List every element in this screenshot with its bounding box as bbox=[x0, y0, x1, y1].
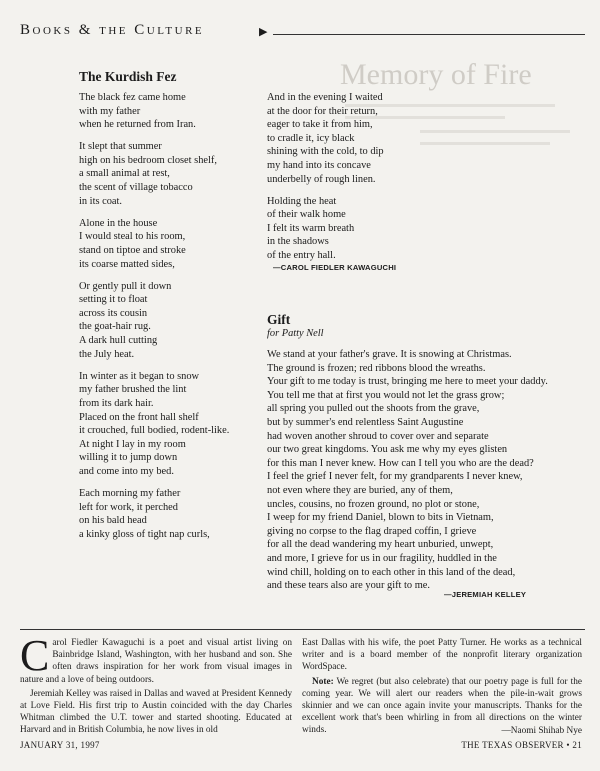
poem-line: I felt its warm breath bbox=[267, 222, 355, 234]
note-label: Note: bbox=[312, 676, 334, 687]
bio-divider bbox=[20, 629, 585, 630]
stanza bbox=[79, 217, 186, 271]
section-title: Books & the Culture bbox=[20, 22, 205, 38]
ghost-title: Memory of Fire bbox=[340, 58, 532, 91]
poem-line: had woven another shroud to cover over and separate bbox=[267, 430, 489, 442]
poem-line: willing it to jump down bbox=[79, 452, 178, 464]
stanza bbox=[79, 280, 171, 362]
stanza bbox=[79, 370, 229, 479]
poem-line: a small animal at rest, bbox=[79, 168, 170, 180]
section-header bbox=[20, 22, 585, 44]
poem-line: and more, I grieve for us in our fragility, huddled in the bbox=[267, 552, 497, 564]
poem-line: of their walk home bbox=[267, 209, 346, 221]
poem-line: Each morning my father bbox=[79, 488, 181, 500]
stanza bbox=[79, 487, 210, 541]
poem-line: It slept that summer bbox=[79, 141, 162, 153]
author-signature-kawaguchi: —CAROL FIEDLER KAWAGUCHI bbox=[273, 263, 397, 272]
poem-line: but by summer's end relentless Saint Augustine bbox=[267, 416, 464, 428]
ghost-line bbox=[420, 130, 570, 133]
stanza bbox=[267, 195, 354, 263]
poem-title-gift: Gift bbox=[267, 312, 291, 327]
poem-line: eager to take it from him, bbox=[267, 119, 373, 131]
poem-line: not even where they are buried, any of them, bbox=[267, 484, 453, 496]
poem-line: The black fez came home bbox=[79, 92, 186, 103]
poem-line: its coarse matted sides, bbox=[79, 258, 175, 270]
footer-publication: THE TEXAS OBSERVER • 21 bbox=[461, 740, 582, 750]
poem-line: Alone in the house bbox=[79, 217, 158, 229]
poem-line: the goat-hair rug. bbox=[79, 321, 151, 333]
poem-line: in the shadows bbox=[267, 236, 329, 248]
poem-title-kurdish-fez: The Kurdish Fez bbox=[79, 69, 177, 84]
poem-line: it crouched, full bodied, rodent-like. bbox=[79, 425, 230, 437]
footer-date: JANUARY 31, 1997 bbox=[20, 740, 100, 750]
header-rule bbox=[273, 34, 585, 35]
bio-kelley: Jeremiah Kelley was raised in Dallas and waved at President Kennedy at Love Field. His first trip to Austin coincided with the day Charles Whitman climbed the U.T. tower and started shooting. Educated at Harvard and in British Columbia, he now lives in old bbox=[20, 688, 292, 736]
poem-line: all spring you pulled out the shoots from the grave, bbox=[267, 403, 480, 415]
poem-line: when he returned from Iran. bbox=[79, 119, 196, 131]
poem-line: At night I lay in my room bbox=[79, 438, 186, 450]
poem-line: for all the dead wandering my heart unburied, unwept, bbox=[267, 539, 494, 551]
poem-line: and come into my bed. bbox=[79, 465, 174, 477]
note-text: We regret (but also celebrate) that our poetry page is full for the coming year. We will alert our readers when the pile-in-wait grows skinnier and we can once again invite your manuscripts. Thanks for the excellent work that's been whirling in from all directions on the winter winds. bbox=[302, 676, 582, 736]
poem-line: And in the evening I waited bbox=[267, 92, 383, 103]
stanza bbox=[79, 91, 196, 132]
poem-line: uncles, cousins, no frozen ground, no plot or stone, bbox=[267, 498, 480, 510]
poem-line: the July heat. bbox=[79, 348, 135, 360]
arrow-icon: ▶ bbox=[259, 26, 268, 38]
poem-line: wind chill, holding on to each other in this land of the dead, bbox=[267, 566, 516, 578]
poem-line: stand on tiptoe and stroke bbox=[79, 244, 186, 256]
poem-line: I feel the grief I never felt, for my grandparents I never knew, bbox=[267, 471, 523, 483]
poem-line: We stand at your father's grave. It is snowing at Christmas. bbox=[267, 349, 512, 360]
poem-line: at the door for their return, bbox=[267, 105, 378, 117]
poem-line: my hand into its concave bbox=[267, 159, 371, 171]
poem-line: Or gently pull it down bbox=[79, 280, 172, 292]
poem-line: on his bald head bbox=[79, 515, 147, 527]
stanza bbox=[267, 91, 384, 186]
poem-line: underbelly of rough linen. bbox=[267, 173, 376, 185]
poem-line: shining with the cold, to dip bbox=[267, 146, 384, 158]
editor-signature: —Naomi Shihab Nye bbox=[501, 725, 582, 736]
poem-line: I weep for my friend Daniel, blown to bits in Vietnam, bbox=[267, 512, 494, 524]
poem-line: to cradle it, icy black bbox=[267, 132, 355, 144]
poem-line: In winter as it began to snow bbox=[79, 370, 200, 382]
bio-kelley-cont: East Dallas with his wife, the poet Patty Turner. He works as a technical writer and is a board member of the nonprofit literary organization WordSpace. bbox=[302, 638, 582, 673]
poem-line: for this man I never knew. How can I tell you who are the dead? bbox=[267, 457, 534, 469]
poem-dedication: for Patty Nell bbox=[267, 328, 324, 339]
bio-kawaguchi: Carol Fiedler Kawaguchi is a poet and visual artist living on Bainbridge Island, Washington, with her husband and son. She often draws inspiration for her work from visual images in nature and a love of being outdoors. bbox=[20, 631, 292, 685]
poem-line: You tell me that at first you would not let the grass grow; bbox=[267, 389, 505, 401]
poem-line: Holding the heat bbox=[267, 195, 337, 207]
poem-line: I would steal to his room, bbox=[79, 231, 186, 243]
poem-line: our two great kingdoms. You ask me why my eyes glisten bbox=[267, 444, 508, 456]
poem-line: my father brushed the lint bbox=[79, 384, 187, 396]
poem-line: of the entry hall. bbox=[267, 250, 336, 262]
poem-line: A dark hull cutting bbox=[79, 335, 158, 347]
poem-line: Placed on the front hall shelf bbox=[79, 411, 199, 423]
poem-line: a kinky gloss of tight nap curls, bbox=[79, 528, 210, 540]
poem-line: across its cousin bbox=[79, 307, 148, 319]
poem-line: the scent of village tobacco bbox=[79, 182, 193, 194]
poem-line: from its dark hair. bbox=[79, 397, 154, 409]
poem-line: Your gift to me today is trust, bringing me here to meet your daddy. bbox=[267, 376, 548, 388]
poem-line: in its coat. bbox=[79, 195, 122, 207]
poem-line: setting it to float bbox=[79, 294, 148, 306]
ghost-line bbox=[420, 142, 550, 145]
author-signature-kelley: —JEREMIAH KELLEY bbox=[444, 590, 527, 599]
poem-line: giving no corpse to the flag draped coffin, I grieve bbox=[267, 525, 477, 537]
poem-line: high on his bedroom closet shelf, bbox=[79, 154, 217, 166]
bio-column-right bbox=[302, 637, 582, 737]
poem-line: left for work, it perched bbox=[79, 501, 178, 513]
poem-line: and these tears also are your gift to me. bbox=[267, 580, 431, 592]
poem-line: with my father bbox=[79, 105, 141, 117]
poem-gift-body bbox=[267, 348, 548, 593]
bio-column-left bbox=[20, 631, 292, 739]
drop-cap: C bbox=[20, 631, 50, 680]
poem-line: The ground is frozen; red ribbons blood the wreaths. bbox=[267, 362, 486, 374]
stanza bbox=[79, 140, 217, 208]
